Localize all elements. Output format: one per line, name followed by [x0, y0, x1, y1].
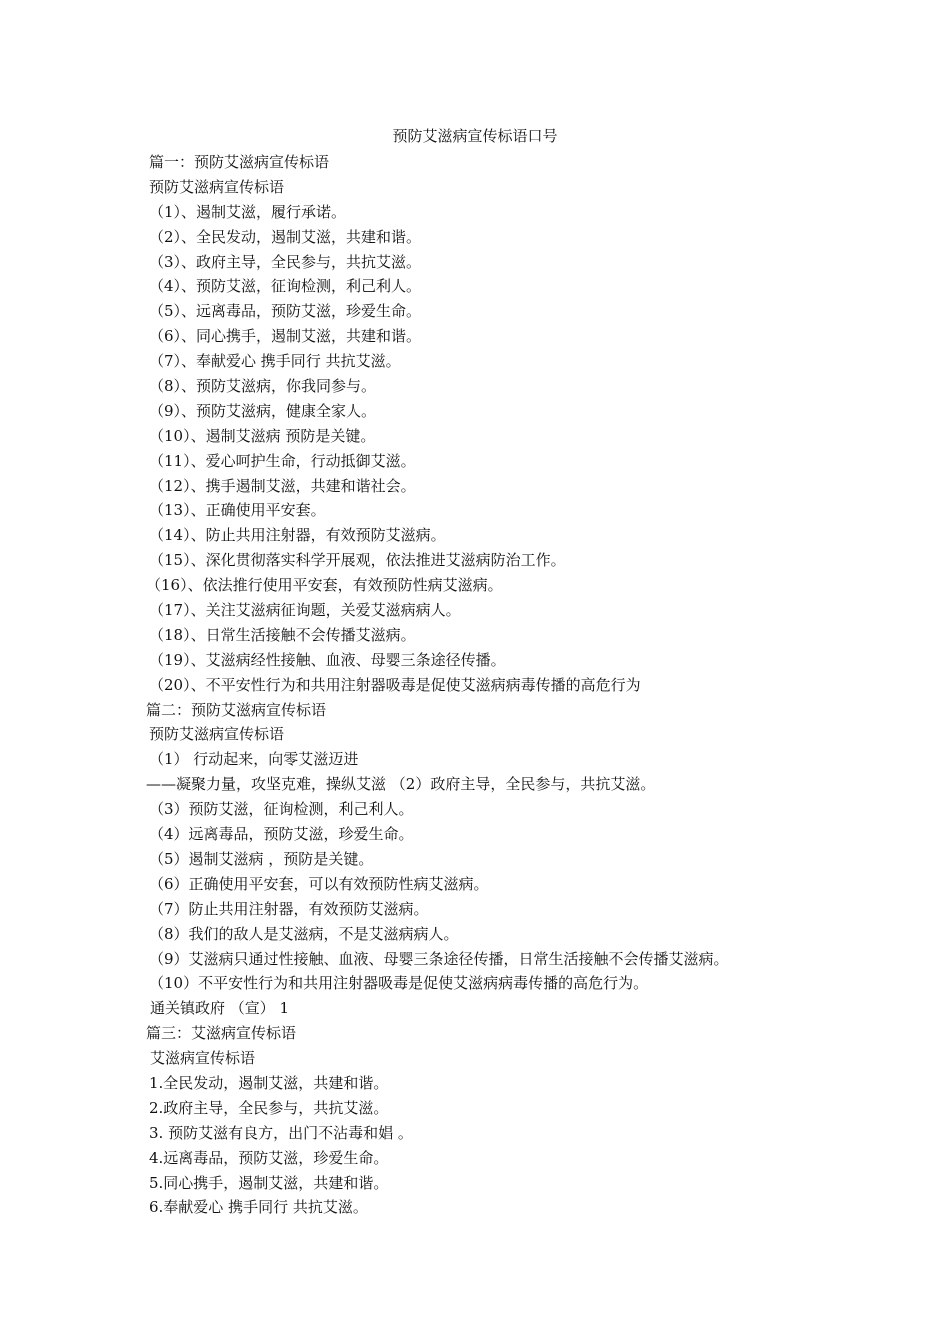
slogan-line: 4.远离毒品，预防艾滋，珍爱生命。: [149, 1148, 389, 1167]
slogan-line: （13）、正确使用平安套。: [149, 501, 326, 520]
slogan-line: 1.全民发动，遏制艾滋，共建和谐。: [149, 1073, 389, 1092]
slogan-line: （9）、预防艾滋病，健康全家人。: [149, 401, 377, 420]
document-body: [146, 150, 846, 1220]
slogan-line: （10）不平安性行为和共用注射器吸毒是促使艾滋病病毒传播的高危行为。: [149, 974, 649, 993]
section-subheading: 艾滋病宣传标语: [150, 1049, 256, 1068]
slogan-line: （10）、遏制艾滋病 预防是关键。: [149, 426, 376, 445]
slogan-line: （19）、艾滋病经性接触、血液、母婴三条途径传播。: [149, 650, 506, 669]
slogan-line: （17）、关注艾滋病征询题，关爱艾滋病病人。: [149, 601, 461, 620]
slogan-line: （20）、不平安性行为和共用注射器吸毒是促使艾滋病病毒传播的高危行为: [149, 675, 641, 694]
slogan-line: （5）、远离毒品，预防艾滋，珍爱生命。: [149, 302, 422, 321]
slogan-line: （5）遏制艾滋病 ，预防是关键。: [149, 849, 374, 868]
section-heading-3: 篇三：艾滋病宣传标语: [146, 1024, 297, 1043]
slogan-line: （7）防止共用注射器，有效预防艾滋病。: [149, 899, 429, 918]
slogan-line: （3）预防艾滋，征询检测，利己利人。: [149, 800, 414, 819]
slogan-line: （9）艾滋病只通过性接触、血液、母婴三条途径传播，日常生活接触不会传播艾滋病。: [149, 949, 729, 968]
slogan-line: 2.政府主导，全民参与，共抗艾滋。: [149, 1098, 389, 1117]
slogan-line: （18）、日常生活接触不会传播艾滋病。: [149, 625, 416, 644]
document-title: 预防艾滋病宣传标语口号: [392, 127, 558, 145]
slogan-line: ——凝聚力量，攻坚克难，操纵艾滋 （2）政府主导，全民参与，共抗艾滋。: [146, 775, 656, 794]
slogan-line: （1） 行动起来，向零艾滋迈进: [149, 750, 359, 769]
slogan-line: （1）、遏制艾滋，履行承诺。: [149, 202, 347, 221]
slogan-line: 5.同心携手，遏制艾滋，共建和谐。: [149, 1173, 389, 1192]
slogan-line: （14）、防止共用注射器，有效预防艾滋病。: [149, 526, 446, 545]
slogan-line: （4）远离毒品，预防艾滋，珍爱生命。: [149, 825, 414, 844]
slogan-line: （3）、政府主导，全民参与，共抗艾滋。: [149, 252, 422, 271]
section-heading-2: 篇二：预防艾滋病宣传标语: [146, 700, 327, 719]
slogan-line: （8）我们的敌人是艾滋病，不是艾滋病病人。: [149, 924, 459, 943]
slogan-line: （12）、携手遏制艾滋，共建和谐社会。: [149, 476, 416, 495]
slogan-line: （7）、奉献爱心 携手同行 共抗艾滋。: [149, 352, 401, 371]
slogan-line: （6）正确使用平安套，可以有效预防性病艾滋病。: [149, 874, 489, 893]
source-note: 通关镇政府 （宣） 1: [150, 999, 290, 1018]
slogan-line: （15）、深化贯彻落实科学开展观，依法推进艾滋病防治工作。: [149, 551, 566, 570]
slogan-line: （4）、预防艾滋，征询检测，利己利人。: [149, 277, 422, 296]
section-heading-1: 篇一：预防艾滋病宣传标语: [149, 153, 330, 171]
slogan-line: （6）、同心携手，遏制艾滋，共建和谐。: [149, 327, 422, 346]
slogan-line: （16）、依法推行使用平安套，有效预防性病艾滋病。: [146, 576, 503, 595]
slogan-line: （2）、全民发动，遏制艾滋，共建和谐。: [149, 227, 422, 246]
section-subheading: 预防艾滋病宣传标语: [149, 177, 285, 196]
slogan-line: （8）、预防艾滋病，你我同参与。: [149, 377, 377, 396]
slogan-line: 3. 预防艾滋有良方，出门不沾毒和娼 。: [149, 1123, 413, 1142]
slogan-line: 6.奉献爱心 携手同行 共抗艾滋。: [149, 1198, 368, 1217]
slogan-line: （11）、爱心呵护生命，行动抵御艾滋。: [149, 451, 416, 470]
section-subheading: 预防艾滋病宣传标语: [149, 725, 285, 744]
